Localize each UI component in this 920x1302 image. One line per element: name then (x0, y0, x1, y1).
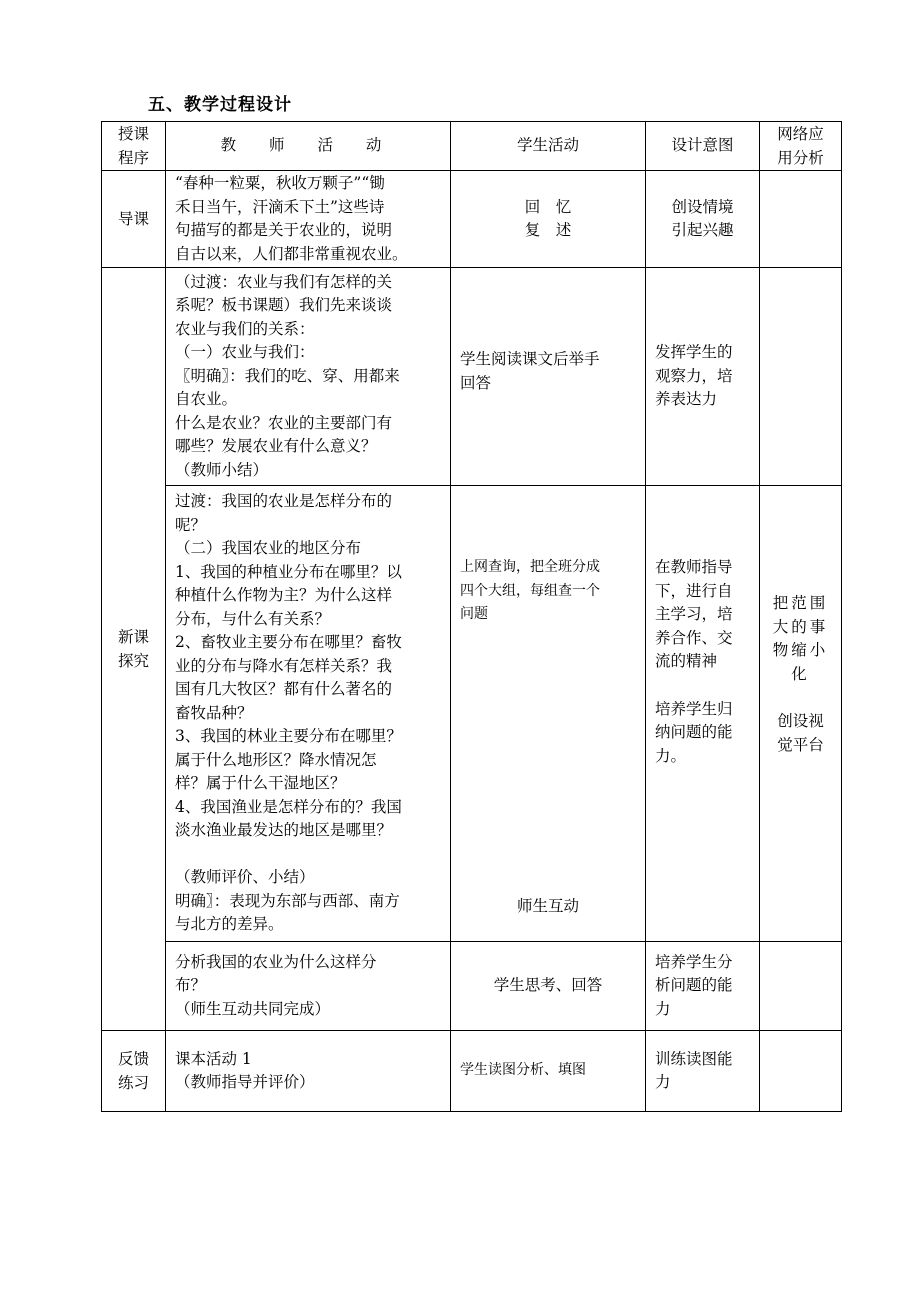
section-title: 五、教学过程设计 (148, 95, 292, 115)
text-line: 分析我国的农业为什么这样分 (175, 952, 377, 971)
network-analysis-explore-3 (760, 942, 842, 1031)
text-line: 2、畜牧业主要分布在哪里？畜牧 (175, 633, 402, 652)
text-line: 国有几大牧区？都有什么著名的 (175, 680, 393, 699)
text-line: （过渡：农业与我们有怎样的关 (175, 272, 393, 291)
header-stage (102, 122, 166, 171)
text-line: 业的分布与降水有怎样关系？我 (175, 656, 393, 675)
text-line: 句描写的都是关于农业的，说明 (175, 221, 393, 239)
text-line: 回答 (460, 373, 492, 392)
stage-line: 探究 (117, 652, 149, 670)
header-network-line: 网络应 (777, 125, 824, 143)
stage-line: 练习 (117, 1074, 149, 1092)
text-line: 种植什么作物为主？为什么这样 (175, 586, 393, 605)
text-line: 引起兴趣 (671, 221, 734, 239)
text-line: 课本活动 1 (175, 1049, 252, 1068)
table-row-explore-2 (102, 486, 842, 942)
text-line: 培养学生归 (655, 699, 733, 718)
text-line: 淡水渔业最发达的地区是哪里？ (175, 821, 393, 840)
text-line: 4、我国渔业是怎样分布的？我国 (175, 797, 402, 816)
text-line: 与北方的差异。 (175, 915, 284, 934)
text-line: （教师指导并评价） (175, 1073, 315, 1091)
teacher-activity-explore-1 (166, 268, 451, 486)
text-line: 问题 (460, 606, 488, 622)
text-line: 化 (791, 664, 810, 683)
text-line: 样？属于什么干湿地区？ (175, 774, 346, 793)
text-line: 属于什么地形区？降水情况怎 (175, 750, 377, 769)
stage-intro: 导课 (102, 171, 166, 268)
design-intent-intro (646, 171, 760, 268)
text-line: 主学习，培 (655, 605, 733, 623)
teacher-activity-intro (166, 171, 451, 268)
text-line: 觉平台 (777, 735, 824, 754)
text-line: 回 忆 (524, 197, 572, 216)
text-line: 学生阅读课文后举手 (460, 350, 600, 368)
text-line: 上网查询，把全班分成 (460, 559, 600, 575)
text-line: “春种一粒粟，秋收万颗子”“锄 (175, 174, 385, 192)
text-line: 〖明确〗：我们的吃、穿、用都来 (175, 366, 400, 385)
stage-explore (102, 268, 166, 1031)
text-line: 力 (655, 999, 671, 1018)
text-line: 力。 (655, 746, 687, 765)
teacher-activity-explore-3 (166, 942, 451, 1031)
text-line: 把范围 (772, 594, 829, 612)
text-line: 力 (655, 1073, 671, 1091)
teacher-activity-practice (166, 1031, 451, 1112)
text-line: 观察力，培 (655, 366, 733, 385)
student-activity-explore-3: 学生思考、回答 (451, 942, 646, 1031)
header-teacher-activity: 教 师 活 动 (166, 122, 451, 171)
header-stage-line: 授课 (117, 125, 149, 143)
text-line: （一）农业与我们： (175, 343, 315, 362)
text-line: （二）我国农业的地区分布 (175, 539, 362, 558)
network-analysis-practice (760, 1031, 842, 1112)
stage-line: 新课 (117, 628, 149, 646)
text-line: 3、我国的林业主要分布在哪里？ (175, 727, 402, 746)
network-analysis-explore-1 (760, 268, 842, 486)
design-intent-explore-1 (646, 268, 760, 486)
text-line: 培养学生分 (655, 952, 733, 971)
text-line: 自古以来，人们都非常重视农业。 (175, 244, 408, 263)
text-line: 创设情境 (671, 197, 734, 216)
student-activity-explore-2 (451, 486, 646, 942)
table-row-explore-1 (102, 268, 842, 486)
text-line: 创设视 (777, 712, 824, 730)
text-line: 系呢？板书课题）我们先来谈谈 (175, 296, 393, 315)
student-activity-practice: 学生读图分析、填图 (451, 1031, 646, 1112)
network-analysis-intro (760, 171, 842, 268)
text-line: 析问题的能 (655, 976, 733, 995)
table-row-practice (102, 1031, 842, 1112)
stage-line: 反馈 (117, 1050, 149, 1068)
table-header-row (102, 122, 842, 171)
text-line: 禾日当午，汗滴禾下土”这些诗 (175, 197, 385, 216)
text-line: 养合作、交 (655, 628, 733, 647)
text-line: 明确〗：表现为东部与西部、南方 (175, 891, 400, 910)
text-line: 畜牧品种？ (175, 703, 253, 722)
design-intent-explore-2 (646, 486, 760, 942)
text-line: 物缩小 (772, 641, 829, 659)
text-line: 纳问题的能 (655, 723, 733, 741)
student-activity-intro (451, 171, 646, 268)
text-line: 什么是农业？农业的主要部门有 (175, 413, 393, 432)
stage-practice (102, 1031, 166, 1112)
table-row-explore-3 (102, 942, 842, 1031)
text-line: 流的精神 (655, 652, 718, 670)
teacher-activity-explore-2 (166, 486, 451, 942)
text-line: 训练读图能 (655, 1049, 733, 1068)
header-stage-line: 程序 (117, 149, 149, 167)
design-intent-explore-3 (646, 942, 760, 1031)
text-line: （教师评价、小结） (175, 868, 315, 887)
network-analysis-explore-2 (760, 486, 842, 942)
header-design-intent: 设计意图 (646, 122, 760, 171)
text-line: 呢？ (175, 515, 207, 534)
header-network-analysis (760, 122, 842, 171)
text-line: 四个大组，每组查一个 (460, 582, 600, 599)
text-line: （师生互动共同完成） (175, 999, 331, 1018)
header-student-activity: 学生活动 (451, 122, 646, 171)
text-line: 发挥学生的 (655, 343, 733, 362)
text-line: 养表达力 (655, 390, 718, 409)
student-interaction-note: 师生互动 (516, 896, 579, 915)
text-line: 农业与我们的关系： (175, 319, 315, 338)
text-line: （教师小结） (175, 460, 269, 479)
student-activity-explore-1 (451, 268, 646, 486)
text-line: 1、我国的种植业分布在哪里？以 (175, 562, 402, 581)
text-line: 哪些？发展农业有什么意义？ (175, 437, 377, 456)
text-line: 在教师指导 (655, 558, 733, 576)
text-line: 自农业。 (175, 390, 238, 409)
text-line: 分布，与什么有关系？ (175, 609, 331, 628)
text-line: 复 述 (524, 221, 572, 239)
text-line: 过渡：我国的农业是怎样分布的 (175, 492, 393, 511)
text-line: 下，进行自 (655, 581, 733, 600)
teaching-process-table (101, 121, 842, 1112)
text-line: 大的事 (772, 617, 829, 636)
design-intent-practice (646, 1031, 760, 1112)
text-line-blank (175, 843, 443, 867)
text-line: 布？ (175, 976, 207, 995)
table-row-intro (102, 171, 842, 268)
header-network-line: 用分析 (777, 149, 824, 167)
